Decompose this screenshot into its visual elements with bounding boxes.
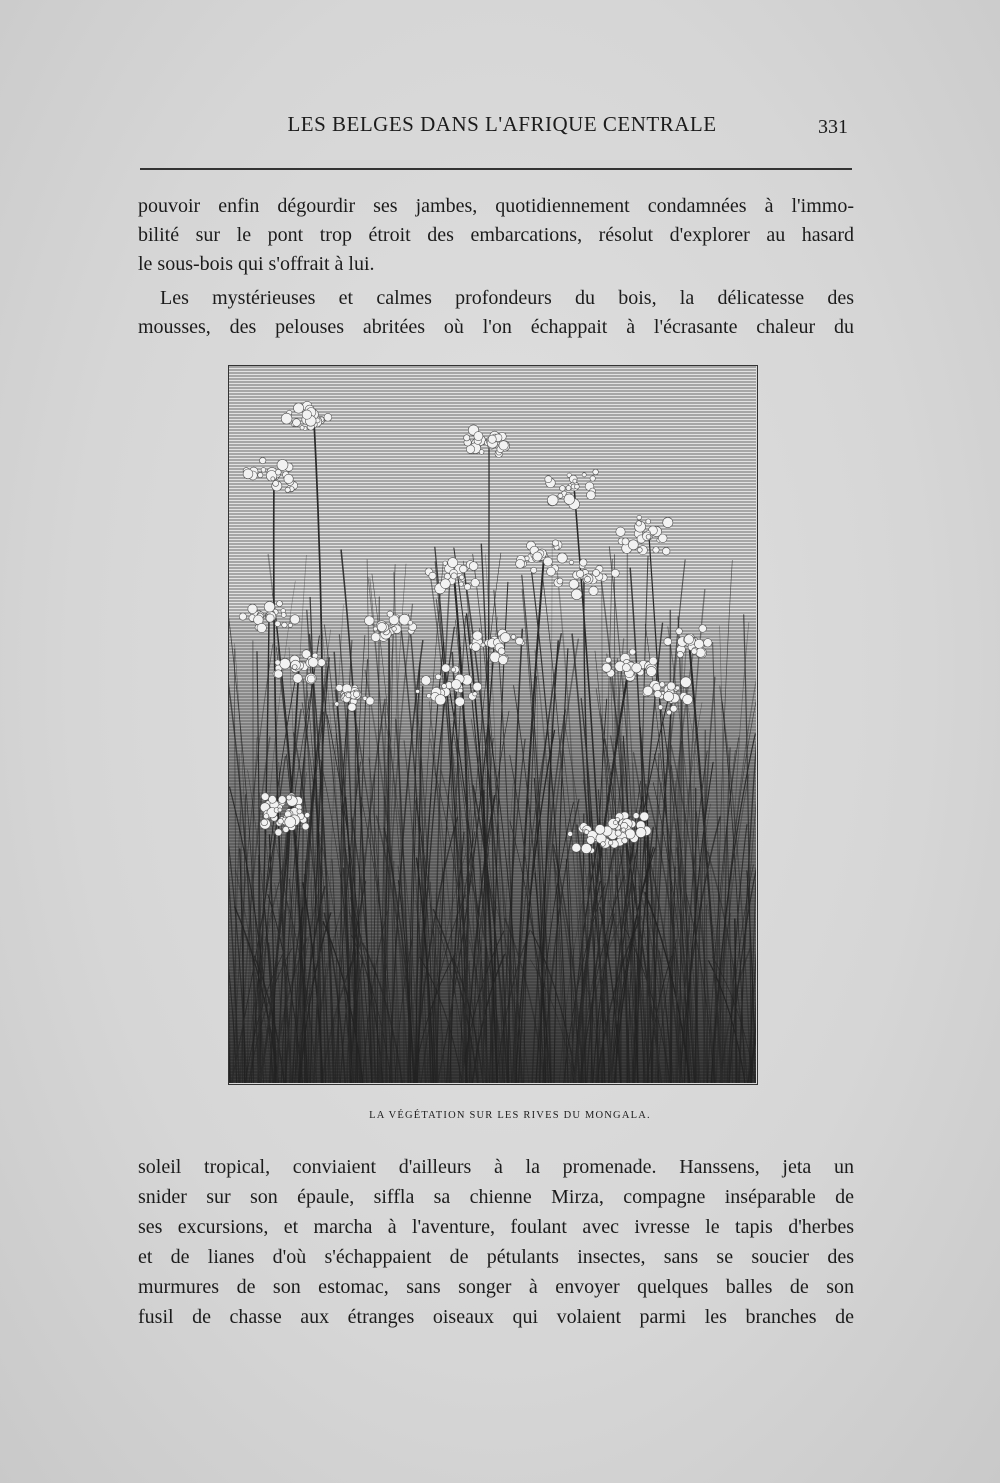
running-head: LES BELGES DANS L'AFRIQUE CENTRALE xyxy=(287,112,717,136)
text-line: pouvoir enfin dégourdir ses jambes, quotidiennement condamnées à l'immo- xyxy=(138,195,854,217)
figure-caption: LA VÉGÉTATION SUR LES RIVES DU MONGALA. xyxy=(369,1110,651,1121)
vegetation-engraving xyxy=(229,366,756,1083)
paragraph-promenade xyxy=(138,1152,854,1332)
text-line: le sous-bois qui s'offrait à lui. xyxy=(138,253,375,275)
paragraph-continued xyxy=(138,192,854,279)
text-line: mousses, des pelouses abritées où l'on échappait à l'écrasante chaleur du xyxy=(138,316,854,338)
header-rule xyxy=(140,168,852,170)
text-line: bilité sur le pont trop étroit des embarcations, résolut d'explorer au hasard xyxy=(138,224,854,246)
text-line: Les mystérieuses et calmes profondeurs du bois, la délicatesse des xyxy=(160,287,854,309)
text-line: et de lianes d'où s'échappaient de pétulants insectes, sans se soucier des xyxy=(138,1246,854,1268)
text-line: ses excursions, et marcha à l'aventure, foulant avec ivresse le tapis d'herbes xyxy=(138,1216,854,1238)
text-line: soleil tropical, conviaient d'ailleurs à la promenade. Hanssens, jeta un xyxy=(138,1156,854,1178)
page-number: 331 xyxy=(818,116,848,138)
paragraph-woods xyxy=(138,284,854,342)
text-line: murmures de son estomac, sans songer à envoyer quelques balles de son xyxy=(138,1276,854,1298)
text-line: snider sur son épaule, siffla sa chienne Mirza, compagne inséparable de xyxy=(138,1186,854,1208)
text-line: fusil de chasse aux étranges oiseaux qui volaient parmi les branches de xyxy=(138,1306,854,1328)
engraving-illustration xyxy=(228,365,758,1085)
